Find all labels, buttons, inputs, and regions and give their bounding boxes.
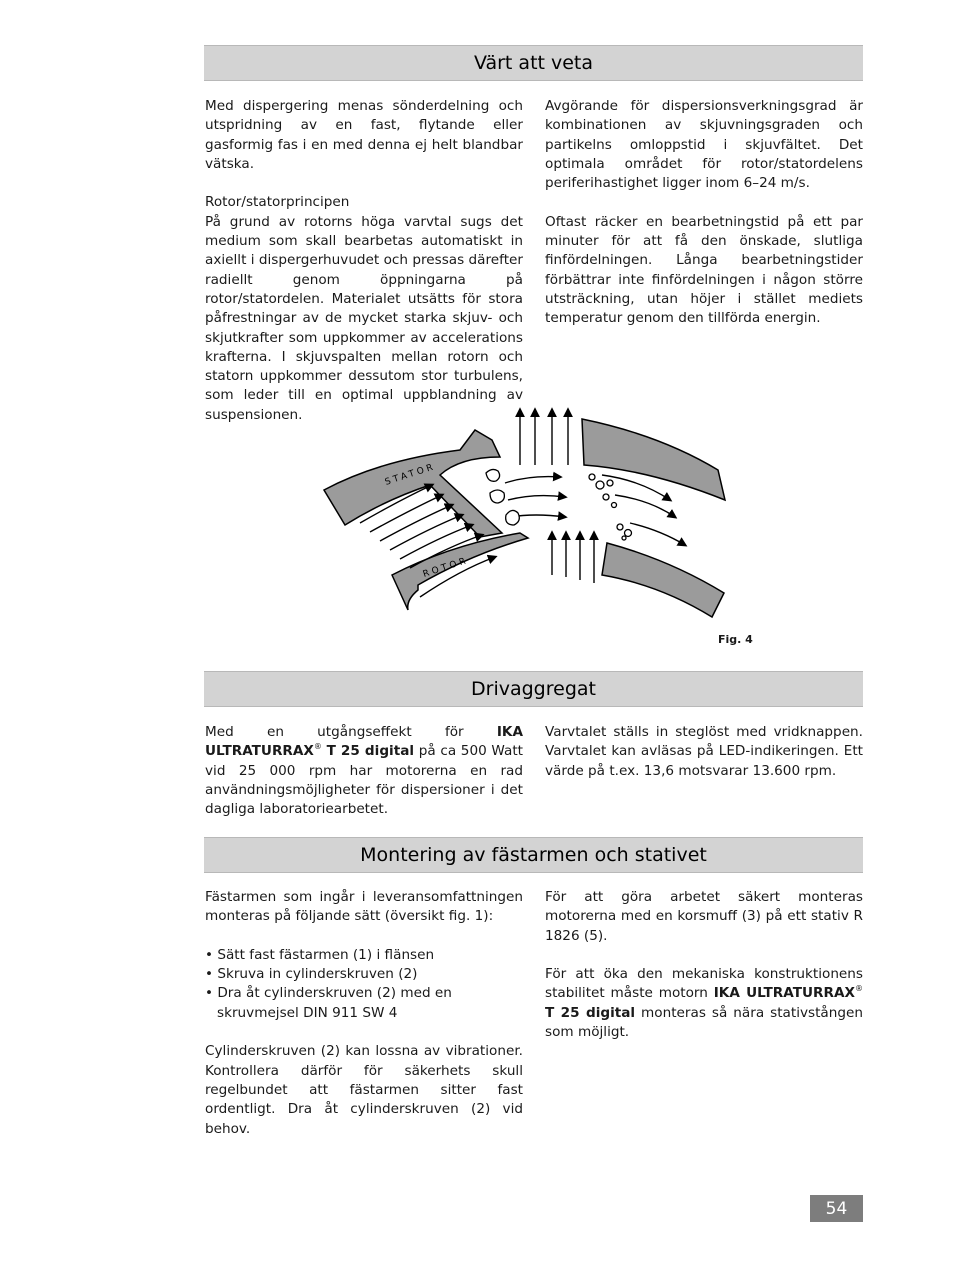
paragraph: Cylinderskruven (2) kan lossna av vibrationer. Kontrollera därför för säkerhets skull regelbundet att fästarmen sitter fast ordentligt. Dra åt cylinderskruven (2) vid behov. [205,1043,523,1137]
section-title: Montering av fästarmen och stativet [360,844,707,866]
registered-mark: ® [855,984,863,994]
paragraph: Oftast räcker en bearbetningstid på ett par minuter för att få den önskade, slutliga finfördelningen. Långa bearbetningstider förbättrar inte finfördelningen i någon större utsträckning, utan höjer i stället mediets temperatur genom den tillförda energin. [545,213,863,327]
list-item: • Skruva in cylinderskruven (2) [205,966,418,983]
section-header-drivaggregat [204,671,863,707]
rotor-segment-right [602,543,724,617]
bullet-list [205,946,523,1023]
rotor-segment [392,533,528,610]
section1-right-column [545,97,863,329]
stator-segment [324,430,502,537]
section-header-montering [204,837,863,873]
shear-flow-arrows [505,475,685,545]
brand-name: IKA ULTRATURRAX [713,985,855,1002]
section-header-vart-att-veta [204,45,863,81]
paragraph [205,723,523,819]
rotor-label: ROTOR [421,555,470,580]
paragraph: För att göra arbetet säkert monteras motorerna med en korsmuff (3) på ett stativ R 1826 (5). [545,889,863,944]
paragraph [545,965,863,1042]
section-title: Drivaggregat [471,678,596,700]
section-title: Värt att veta [473,52,594,74]
paragraph: Avgörande för dispersionsverkningsgrad är kombinationen av skjuvningsgraden och partikelns omloppstid i skjuvfältet. Det optimala området för rotor/statordelens periferihastighet ligger inom 6–24 m/s. [545,98,863,192]
brand-name: IKA ULTRATURRAX [205,724,523,760]
model-name: T 25 digital [545,1004,636,1021]
section1-left-column [205,97,523,425]
paragraph: Med dispergering menas sönderdelning och utspridning av en fast, flytande eller gasformig fas i en med denna ej helt blandbar vätska. [205,98,523,172]
particles [486,469,632,540]
text-run: För att öka den mekaniska konstruktionens stabilitet måste motorn [545,966,863,1002]
text-run: Med en utgångseffekt för [205,724,497,740]
section3-left-column [205,888,523,1139]
paragraph: Fästarmen som ingår i leveransomfattningen monteras på följande sätt (översikt fig. 1): [205,889,523,925]
list-item: • Dra åt cylinderskruven (2) med en skruvmejsel DIN 911 SW 4 [205,985,452,1021]
text-run: på ca 500 Watt vid 25 000 rpm har motorerna en rad användningsmöjligheter för dispersioner i det dagliga laboratoriearbetet. [205,743,523,818]
figure-caption: Fig. 4 [718,633,753,646]
subheading-rotor-stator: Rotor/statorprincipen [205,194,350,211]
text-run: monteras så nära stativstången som möjligt. [545,1004,863,1041]
model-name: T 25 digital [326,743,415,760]
section3-right-column [545,888,863,1042]
registered-mark: ® [313,742,322,752]
list-item: • Sätt fast fästarmen (1) i flänsen [205,946,435,963]
stator-label: STATOR [383,462,438,488]
paragraph: Varvtalet ställs in steglöst med vridknappen. Varvtalet kan avläsas på LED-indikeringen. Ett värde på t.ex. 13,6 motsvarar 13.600 rpm. [545,724,863,779]
paragraph: På grund av rotorns höga varvtal sugs det medium som skall bearbetas automatiskt in axiellt i dispergerhuvudet och pressas därefter radiellt genom öppningarna på rotor/statordelen. Materialet utsätts för stora påfrestningar av de mycket starka skjuv- och skjutkrafter som uppkommer av accelerations krafterna. I skjuvspalten mellan rotorn och statorn uppkommer dessutom stor turbulens, som leder till en optimal uppblandning av suspensionen. [205,213,523,423]
section2-left-column [205,723,523,819]
page-number: 54 [810,1195,863,1222]
rotor-stator-diagram [320,405,740,620]
section2-right-column [545,723,863,781]
